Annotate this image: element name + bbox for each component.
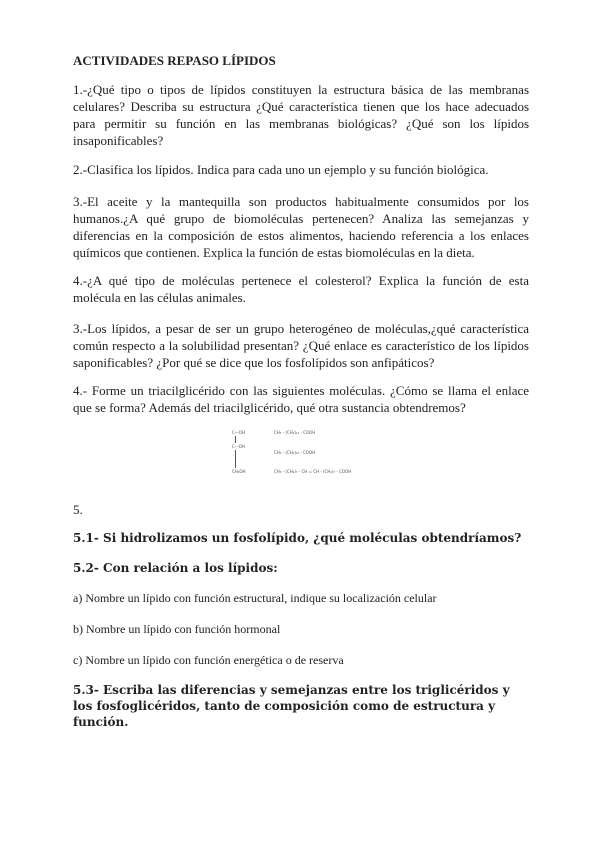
question-3: 3.-El aceite y la mantequilla son productos habitualmente consumidos por los humanos.¿A qué grupo de biomoléculas pertenecen? Analiza las semejanzas y diferencias en la composición de estos alimentos, haciendo referencia a los enlaces químicos que contienen. Explica la función de estas biomoléculas en la dieta.	[73, 194, 529, 260]
fatty-acid-1: CH₃ - (CH₂)₁₄ - COOH	[274, 430, 316, 435]
subquestion-5-3: 5.3- Escriba las diferencias y semejanzas entre los triglicéridos y los fosfoglicéridos, tanto de composición como de estructura y función.	[73, 683, 510, 729]
item-a: a) Nombre un lípido con función estructural, indique su localización celular	[73, 591, 437, 605]
question-2: 2.-Clasifica los lípidos. Indica para cada uno un ejemplo y su función biológica.	[73, 162, 489, 177]
page-title: ACTIVIDADES REPASO LÍPIDOS	[73, 53, 276, 68]
glycerol-row-3: CH₂OH	[232, 469, 246, 474]
question-6: 4.- Forme un triacilglicérido con las siguientes moléculas. ¿Cómo se llama el enlace que se forma? Además del triacilglicérido, qué otra sustancia obtendremos?	[73, 383, 529, 415]
bond-line	[235, 450, 236, 468]
subquestion-5-1: 5.1- Si hidrolizamos un fosfolípido, ¿qué moléculas obtendríamos?	[73, 531, 522, 545]
subquestion-5-2: 5.2- Con relación a los lípidos:	[73, 561, 278, 575]
question-5: 3.-Los lípidos, a pesar de ser un grupo heterogéneo de moléculas,¿qué característica común respecto a la solubilidad presentan? ¿Qué enlace es característico de los lípidos saponificables? ¿Por qué se dice que los fosfolípidos son anfipáticos?	[73, 321, 529, 370]
item-b: b) Nombre un lípido con función hormonal	[73, 622, 281, 636]
question-4: 4.-¿A qué tipo de moléculas pertenece el colesterol? Explica la función de esta molécula en las células animales.	[73, 273, 529, 305]
fatty-acid-3: CH₃ - (CH₂)₇ - CH = CH - (CH₂)₇ - COOH	[274, 469, 352, 474]
chemical-figure	[232, 430, 372, 480]
glycerol-row-2: C—OH	[232, 444, 245, 449]
question-7-number: 5.	[73, 502, 83, 517]
bond-line	[235, 436, 236, 443]
fatty-acid-2: CH₃ - (CH₂)₁₆ - COOH	[274, 450, 316, 455]
item-c: c) Nombre un lípido con función energética o de reserva	[73, 653, 344, 667]
glycerol-row-1: C—OH	[232, 430, 245, 435]
question-1: 1.-¿Qué tipo o tipos de lípidos constituyen la estructura básica de las membranas celulares? Describa su estructura ¿Qué característica tienen que los hace adecuados para permitir su función en las membranas biológicas? ¿Qué son los lípidos insaponificables?	[73, 82, 529, 148]
